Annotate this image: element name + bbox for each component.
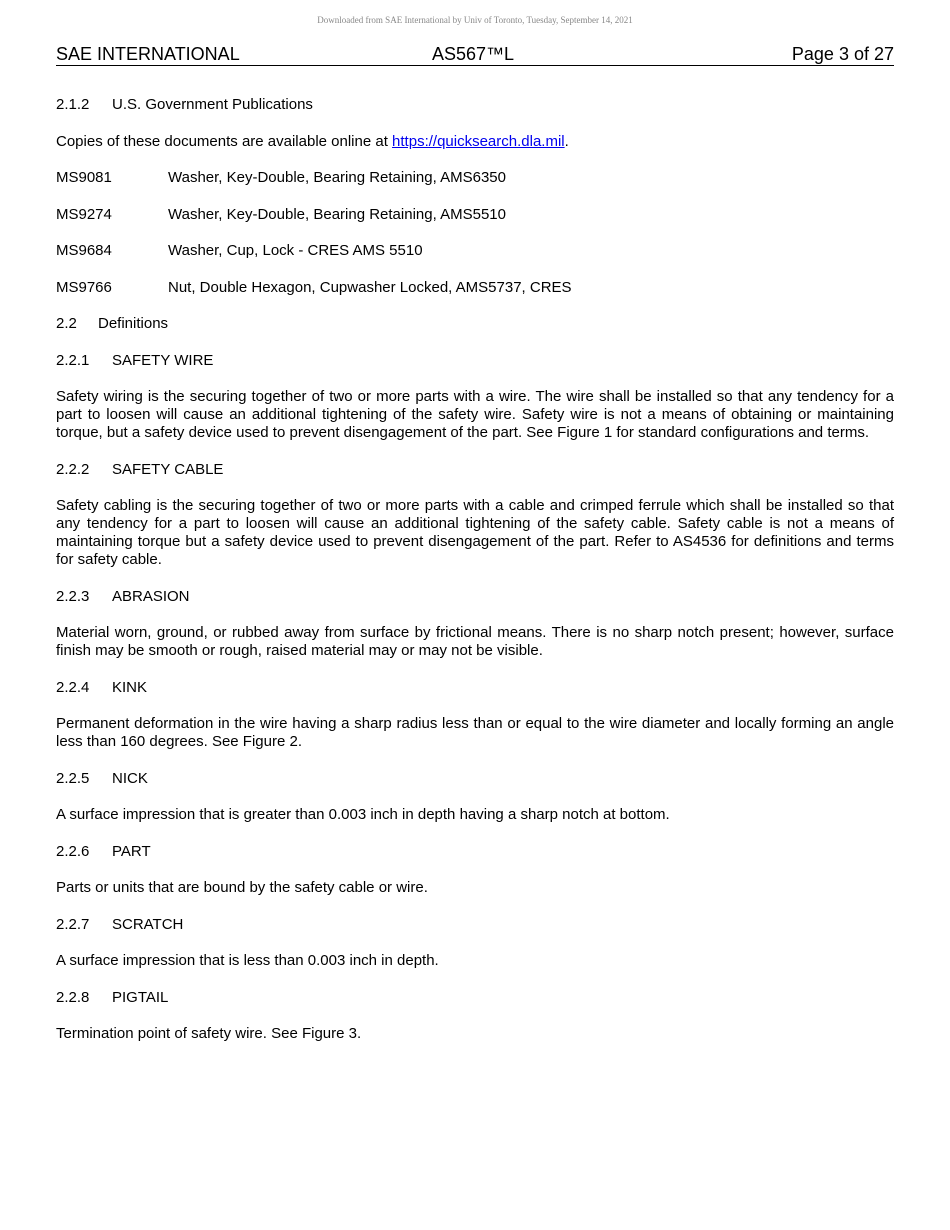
section-title: U.S. Government Publications — [112, 96, 313, 113]
definition-heading — [56, 916, 894, 934]
definition-number: 2.2.2 — [56, 460, 90, 478]
definition-title: SAFETY CABLE — [112, 460, 224, 478]
definition-heading — [56, 461, 894, 479]
quicksearch-link[interactable]: https://quicksearch.dla.mil — [392, 132, 565, 150]
definition-title: SCRATCH — [112, 915, 184, 933]
page-header — [56, 43, 894, 66]
definition-text: A surface impression that is less than 0.003 inch in depth. — [56, 952, 439, 969]
definition-number: 2.2.7 — [56, 915, 90, 933]
reference-code: MS9081 — [56, 169, 112, 186]
definition-heading — [56, 843, 894, 861]
definition-title: PIGTAIL — [112, 988, 169, 1006]
reference-description: Washer, Cup, Lock - CRES AMS 5510 — [168, 242, 423, 259]
definition-heading — [56, 352, 894, 370]
definition-text: Material worn, ground, or rubbed away from surface by frictional means. There is no sharp notch present; however, surface finish may be smooth or rough, raised material may or may not be visible. — [56, 624, 894, 659]
copies-paragraph — [56, 133, 894, 151]
definition-title: KINK — [112, 678, 148, 696]
reference-description: Washer, Key-Double, Bearing Retaining, AMS5510 — [168, 205, 506, 223]
section-heading-2-2 — [56, 315, 894, 333]
definition-heading — [56, 679, 894, 697]
header-page-number: Page 3 of 27 — [791, 44, 894, 64]
definition-number: 2.2.4 — [56, 678, 90, 696]
reference-code: MS9766 — [56, 278, 112, 296]
definition-heading — [56, 588, 894, 606]
reference-description: Washer, Key-Double, Bearing Retaining, AMS6350 — [168, 169, 506, 186]
section-heading-2-1-2 — [56, 96, 894, 114]
header-org: SAE INTERNATIONAL — [56, 44, 240, 64]
reference-code: MS9684 — [56, 242, 112, 259]
reference-description: Nut, Double Hexagon, Cupwasher Locked, AMS5737, CRES — [168, 278, 572, 296]
definition-number: 2.2.3 — [56, 587, 90, 605]
definition-number: 2.2.8 — [56, 988, 90, 1006]
definition-number: 2.2.1 — [56, 351, 90, 369]
definition-title: ABRASION — [112, 587, 190, 605]
section-number: 2.1.2 — [56, 96, 90, 113]
definition-text: Safety cabling is the securing together of two or more parts with a cable and crimped ferrule which shall be installed so that any tendency for a part to loosen will cause an additional tightening of the safety cable. Safety cable is not a means of maintaining torque but a safety device used to prevent disengagement of the part. Refer to AS4536 for definitions and terms for safety cable. — [56, 497, 894, 568]
definition-text: Permanent deformation in the wire having a sharp radius less than or equal to the wire diameter and locally forming an angle less than 160 degrees. See Figure 2. — [56, 715, 894, 750]
reference-row — [56, 206, 894, 224]
definition-text: Safety wiring is the securing together of two or more parts with a wire. The wire shall be installed so that any tendency for a part to loosen will cause an additional tightening of the safety wire. Safety wire is not a means of obtaining or maintaining torque, but a safety device used to prevent disengagement of the part. See Figure 1 for standard configurations and terms. — [56, 388, 894, 441]
definition-text: A surface impression that is greater than 0.003 inch in depth having a sharp notch at bottom. — [56, 806, 670, 823]
header-doc-id: AS567™L — [432, 44, 515, 64]
copies-suffix: . — [564, 132, 569, 150]
definition-title: SAFETY WIRE — [112, 351, 214, 369]
reference-code: MS9274 — [56, 205, 112, 223]
definition-heading — [56, 770, 894, 788]
reference-row — [56, 242, 894, 260]
section-number: 2.2 — [56, 315, 77, 332]
reference-row — [56, 169, 894, 187]
definition-number: 2.2.6 — [56, 842, 90, 860]
definition-text: Termination point of safety wire. See Figure 3. — [56, 1025, 362, 1042]
definition-title: PART — [112, 842, 151, 860]
definition-heading — [56, 989, 894, 1007]
definition-text: Parts or units that are bound by the safety cable or wire. — [56, 879, 428, 896]
download-banner: Downloaded from SAE International by Univ of Toronto, Tuesday, September 14, 2021 — [317, 15, 633, 25]
page-body — [56, 96, 894, 1062]
section-title: Definitions — [98, 315, 169, 332]
copies-text: Copies of these documents are available online at — [56, 132, 393, 150]
definition-title: NICK — [112, 769, 148, 787]
reference-row — [56, 279, 894, 297]
definition-number: 2.2.5 — [56, 769, 90, 787]
